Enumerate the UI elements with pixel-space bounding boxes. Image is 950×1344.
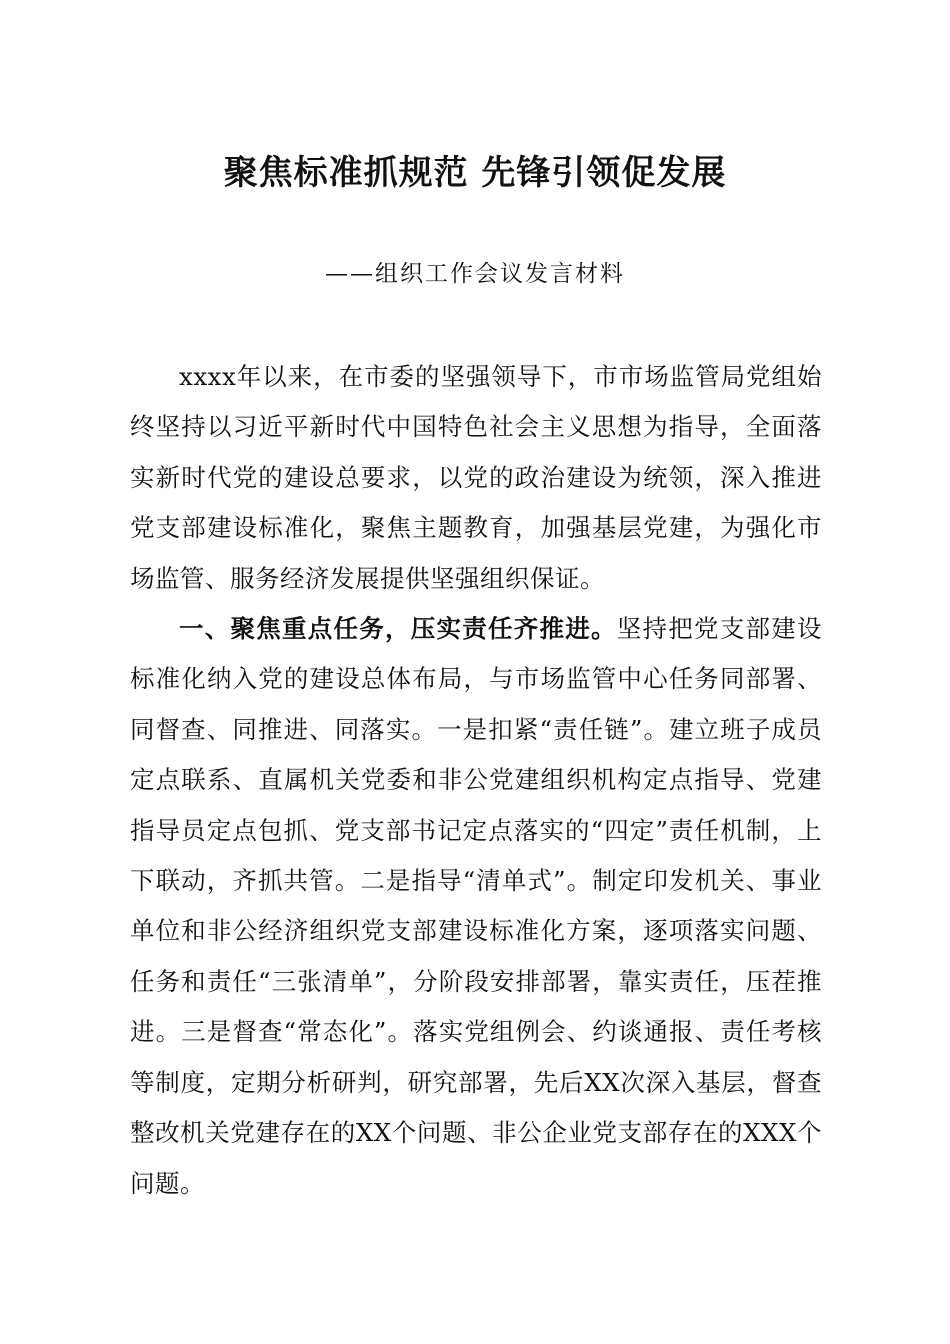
point-1-text: 建立班子成员定点联系、直属机关党委和非公党建组织机构定点指导、党建指导员定点包抓、党支部书记定点落实的“四定”责任机制，上下联动，齐抓共管。	[130, 714, 822, 896]
point-2-label: 二是指导“清单式”。	[360, 866, 593, 896]
section-1-text: 坚持把党支部建设标准化纳入党的建设总体布局，与市场监管中心任务同部署、同督查、同推进、同落实。	[130, 614, 822, 744]
point-1-label: 一是扣紧“责任链”。	[437, 714, 670, 744]
section-1-heading: 一、聚焦重点任务，压实责任齐推进。	[179, 614, 617, 644]
document-subtitle: ——组织工作会议发言材料	[325, 261, 625, 287]
document-body	[130, 352, 822, 1209]
point-3-label: 三是督查“常态化”。	[181, 1017, 414, 1047]
document-title: 聚焦标准抓规范 先锋引领促发展	[223, 153, 727, 193]
point-3-text: 落实党组例会、约谈通报、责任考核等制度，定期分析研判，研究部署，先后XX次深入基层，督查整改机关党建存在的XX个问题、非公企业党支部存在的XXX个问题。	[130, 1017, 822, 1198]
point-2-text: 制定印发机关、事业单位和非公经济组织党支部建设标准化方案，逐项落实问题、任务和责任“三张清单”，分阶段安排部署，靠实责任，压茬推进。	[130, 866, 822, 1047]
intro-paragraph: xxxx年以来，在市委的坚强领导下，市市场监管局党组始终坚持以习近平新时代中国特色社会主义思想为指导，全面落实新时代党的建设总要求，以党的政治建设为统领，深入推进党支部建设标准化，聚焦主题教育，加强基层党建，为强化市场监管、服务经济发展提供坚强组织保证。	[130, 362, 822, 593]
section-1-paragraph	[130, 604, 822, 1209]
